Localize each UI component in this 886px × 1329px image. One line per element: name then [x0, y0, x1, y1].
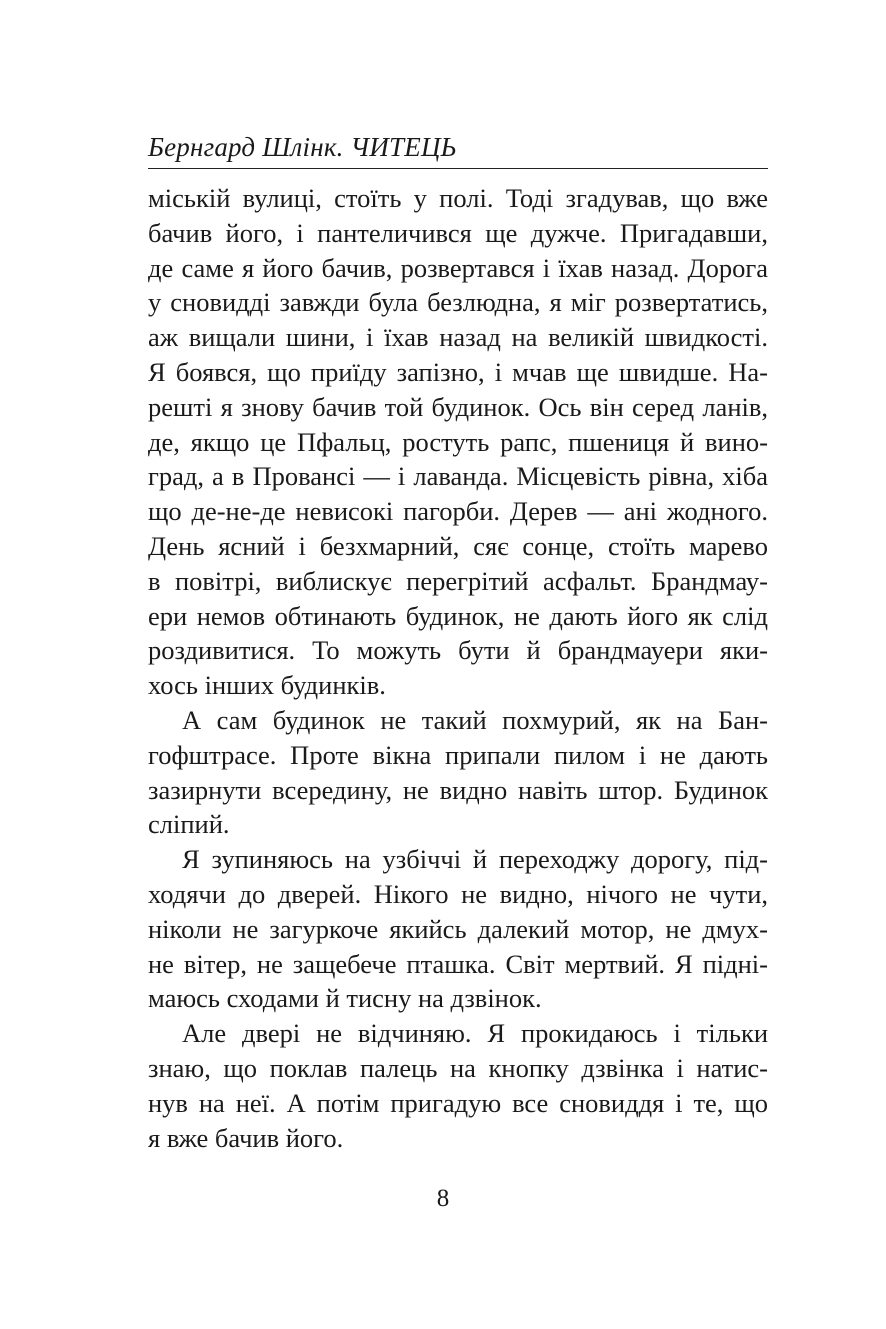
paragraph	[148, 181, 768, 703]
text-line: гофштрасе. Проте вікна припали пилом і не дають	[148, 739, 768, 770]
text-line: ніколи не загуркоче якийсь далекий мотор, не дмух-	[148, 913, 768, 944]
text-line: не вітер, не защебече пташка. Світ мертвий. Я підні-	[148, 948, 768, 979]
text-line: Я боявся, що приїду запізно, і мчав ще швидше. На-	[148, 356, 768, 387]
text-line: маюсь сходами й тисну на дзвінок.	[148, 983, 542, 1014]
text-line: в повітрі, виблискує перегрітий асфальт. Брандмау-	[148, 565, 768, 596]
text-line: аж вищали шини, і їхав назад на великій швидкості.	[148, 322, 768, 353]
text-line: я вже бачив його.	[148, 1122, 344, 1153]
text-line: міській вулиці, стоїть у полі. Тоді згадував, що вже	[148, 183, 768, 213]
text-line: бачив його, і пантеличився ще дужче. Пригадавши,	[148, 217, 768, 248]
text-line: решті я знову бачив той будинок. Ось він серед ланів,	[148, 391, 768, 422]
text-line: град, а в Провансі — і лаванда. Місцевість рівна, хіба	[148, 461, 768, 492]
text-line: А сам будинок не такий похмурий, як на Бан-	[182, 704, 768, 735]
text-line: Але двері не відчиняю. Я прокидаюсь і тільки	[182, 1018, 768, 1049]
paragraph	[148, 1016, 768, 1155]
text-line: у сновидді завжди була безлюдна, я міг розвертатись,	[148, 287, 768, 318]
book-page	[148, 128, 768, 1155]
text-line: що де-не-де невисокі пагорби. Дерев — ані жодного.	[148, 496, 768, 527]
text-line: де саме я його бачив, розвертався і їхав назад. Дорога	[148, 252, 768, 283]
text-line: зазирнути всередину, не видно навіть штор. Будинок	[148, 774, 768, 805]
text-line: ери немов обтинають будинок, не дають його як слід	[148, 600, 768, 631]
paragraph	[148, 703, 768, 842]
body-text	[148, 181, 768, 1155]
page-number: 8	[436, 1185, 450, 1212]
text-line: День ясний і безхмарний, сяє сонце, стоїть марево	[148, 530, 768, 561]
text-line: нув на неї. А потім пригадую все сновиддя і те, що	[148, 1087, 768, 1118]
text-line: знаю, що поклав палець на кнопку дзвінка і натис-	[148, 1052, 768, 1083]
text-line: ходячи до дверей. Нікого не видно, нічого не чути,	[148, 878, 768, 909]
text-line: Я зупиняюсь на узбіччі й переходжу дорогу, під-	[182, 844, 768, 875]
paragraph	[148, 842, 768, 1016]
text-line: де, якщо це Пфальц, ростуть рапс, пшениця й вино-	[148, 426, 768, 457]
running-header: Бернгард Шлінк. ЧИТЕЦЬ	[148, 128, 768, 169]
text-line: хось інших будинків.	[148, 670, 386, 701]
text-line: роздивитися. То можуть бути й брандмауери яки-	[148, 635, 768, 666]
text-line: сліпий.	[148, 809, 230, 840]
